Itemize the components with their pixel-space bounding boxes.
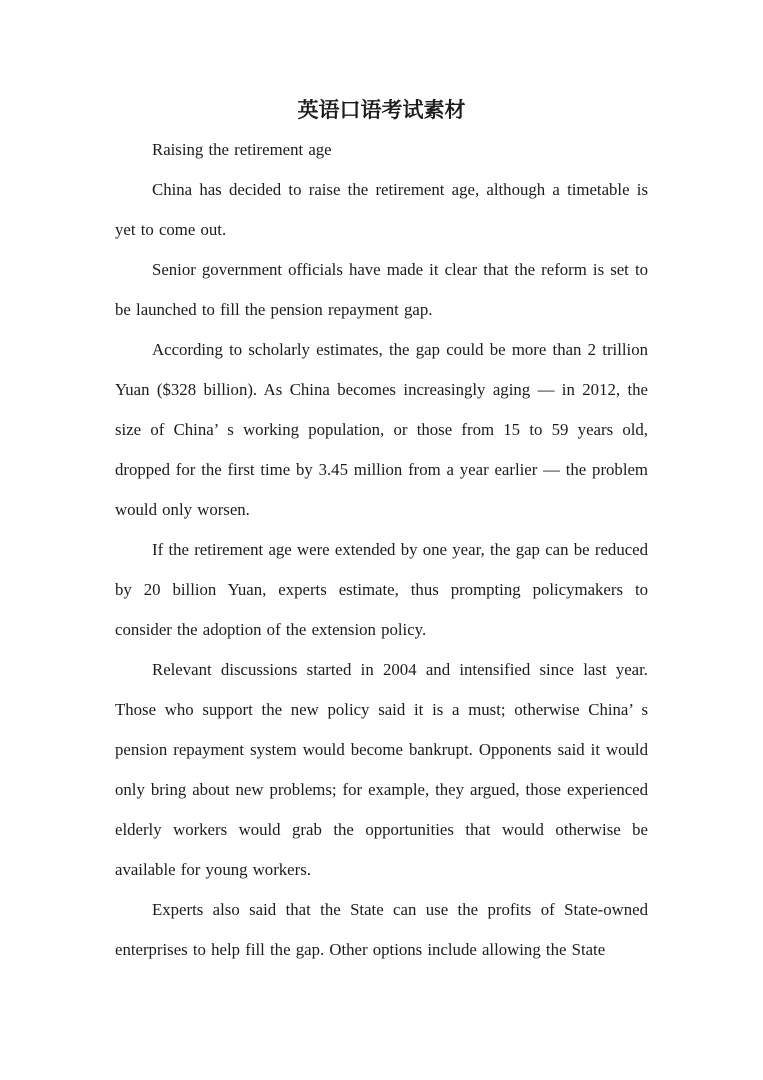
- paragraph-heading-line: Raising the retirement age: [152, 140, 332, 159]
- paragraph: China has decided to raise the retirement age, although a timetable is yet to come out.: [115, 180, 648, 239]
- paragraph: Relevant discussions started in 2004 and intensified since last year. Those who support the new policy said it is a must; otherwise China’ s pension repayment system would become bankrupt. Opponents said it would only bring about new problems; for example, they argued, those experienced elderly workers would grab the opportunities that would otherwise be available for young workers.: [115, 660, 648, 879]
- paragraph: If the retirement age were extended by one year, the gap can be reduced by 20 billion Yuan, experts estimate, thus prompting policymakers to consider the adoption of the extension policy.: [115, 540, 648, 639]
- paragraph-truncated: Experts also said that the State can use the profits of State-owned enterprises to help fill the gap. Other options include allowing the State: [115, 900, 648, 959]
- document-title: 英语口语考试素材: [297, 98, 466, 122]
- paragraph: According to scholarly estimates, the gap could be more than 2 trillion Yuan ($328 billion). As China becomes increasingly aging — in 2012, the size of China’ s working population, or those from 15 to 59 years old, dropped for the first time by 3.45 million from a year earlier — the problem would only worsen.: [115, 340, 648, 519]
- paragraph: Senior government officials have made it clear that the reform is set to be launched to fill the pension repayment gap.: [115, 260, 648, 319]
